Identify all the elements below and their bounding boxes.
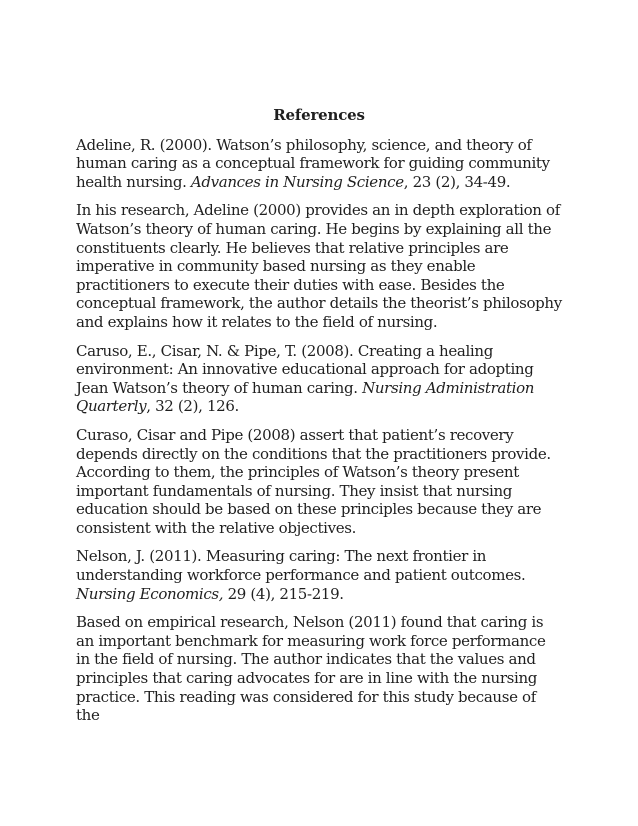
citation-text: Adeline, R. (2000). Watson’s philosophy, science, and theory of human caring as a conceptual framework for guiding community health nursing. [76,135,550,191]
reference-citation [76,136,562,192]
references-heading: References [273,106,365,124]
journal-title: Nursing Administration Quarterly [76,378,535,416]
citation-text: Caruso, E., Cisar, N. & Pipe, T. (2008). Creating a healing environment: An innovative educational approach for adopting Jean Watson’s theory of human caring. [76,341,534,397]
citation-details: 29 (4), 215-219. [223,584,344,603]
document-page [76,106,562,735]
journal-title: Advances in Nursing Science [190,172,404,191]
citation-text: Nelson, J. (2011). Measuring caring: The next frontier in understanding workforce performance and patient outcomes. [76,547,526,585]
journal-title: Nursing Economics, [76,584,224,603]
citation-details: , 32 (2), 126. [146,397,239,416]
reference-summary: Curaso, Cisar and Pipe (2008) assert that patient’s recovery depends directly on the conditions that the practitioners provide. According to them, the principles of Watson’s theory present important fundamentals of nursing. They insist that nursing education should be based on these principles because they are consistent with the relative objectives. [76,425,551,537]
reference-citation [76,547,562,603]
reference-citation [76,342,562,416]
reference-summary: Based on empirical research, Nelson (2011) found that caring is an important benchmark for measuring work force performance in the field of nursing. The author indicates that the values and principles that caring advocates for are in line with the nursing practice. This reading was considered for this study because of the [76,613,546,725]
citation-details: , 23 (2), 34-49. [403,172,511,191]
reference-summary: In his research, Adeline (2000) provides an in depth exploration of Watson’s theory of human caring. He begins by explaining all the constituents clearly. He believes that relative principles are imperative in community based nursing as they enable practitioners to execute their duties with ease. Besides the conceptual framework, the author details the theorist’s philosophy and explains how it relates to the field of nursing. [76,201,562,331]
